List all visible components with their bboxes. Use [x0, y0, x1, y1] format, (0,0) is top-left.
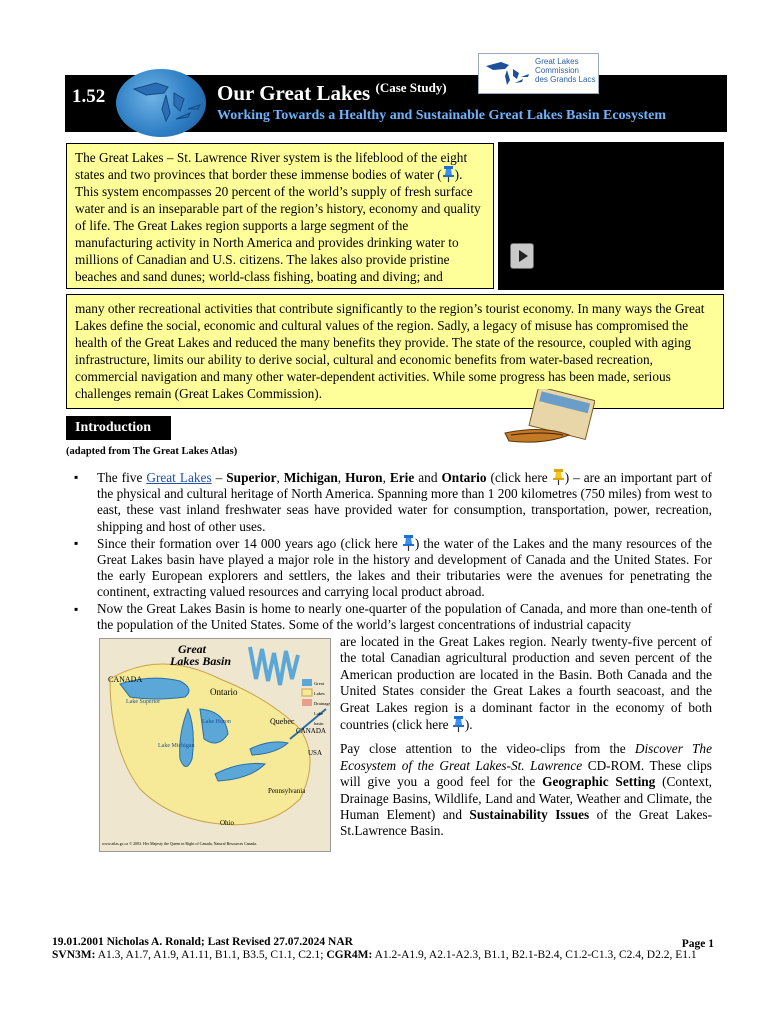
intro-box-bottom: many other recreational activities that contribute significantly to the region’s tourist economy. In many ways the Great Lakes define the social, economic and cultural values of the region. Sadly, a legacy of misuse has compromised the health of the Great Lakes and reduced the many benefits they provide. The state of the resource, coupled with aging infrastructure, limits our ability to derive social, cultural and economic benefits from water-based recreation, commercial navigation and many other water-dependent activities. While some progress has been made, serious challenges remain (Great Lakes Commission). [66, 294, 724, 409]
map-label: Lake Michigan [158, 743, 195, 749]
logo-text-line3: des Grands Lacs [535, 75, 596, 84]
logo-text-line2: Commission [535, 66, 580, 75]
map-credit: www.atlas.gc.ca © 2003. Her Majesty the Queen in Right of Canada, Natural Resources Canada. [102, 841, 258, 846]
map-label: Lake Huron [202, 719, 231, 725]
lakes-book-canoe-image [503, 389, 595, 451]
footer-curriculum: SVN3M: A1.3, A1.7, A1.9, A1.11, B1.1, B3.5, C1.1, C2.1; CGR4M: A1.2-A1.9, A2.1-A2.3, B1.1, B2.1-B2.4, C1.2-C1.3, C2.4, D2.2, E1.1 [52, 948, 697, 961]
map-label: CANADA [108, 675, 143, 684]
list-item: ▪ Since their formation over 14 000 years ago (click here ) the water of the Lakes and the many resources of the Great Lakes basin have played a major role in the history and development of Canada and the United States. For the early European explorers and settlers, the lakes and their tributaries were the avenues for penetrating the continent, extracting valued resources and carrying local product abroad. [74, 535, 712, 601]
blue-pushpin-icon[interactable] [402, 535, 415, 551]
section-number: 1.52 [72, 86, 106, 107]
play-icon[interactable] [510, 243, 534, 269]
page-footer [52, 936, 714, 961]
great-lakes-basin-map [99, 638, 331, 852]
list-item: ▪ The five Great Lakes – Superior, Michigan, Huron, Erie and Ontario (click here ) – are an important part of the physical and cultural heritage of North America. Spanning more than 1 200 kilometres (750 miles) from west to east, these vast inland freshwater seas have provided water for consumption, transportation, power, recreation, shipping and host of other uses. [74, 469, 712, 535]
great-lakes-link[interactable]: Great Lakes [146, 470, 212, 485]
page-subtitle: Working Towards a Healthy and Sustainable Great Lakes Basin Ecosystem [217, 108, 666, 123]
map-label: Ohio [220, 819, 234, 827]
map-label: Ontario [210, 687, 238, 697]
yellow-pushpin-icon[interactable] [552, 469, 565, 485]
great-lakes-commission-logo [478, 53, 599, 94]
paragraph: are located in the Great Lakes region. Nearly twenty-five percent of the total Canadian agricultural production and seven percent of the American production are located in the Basin. Both Canada and the United States consider the Great Lakes a fourth seacoast, and the Great Lakes region is a dominant factor in the economy of both countries (click here ). [340, 634, 712, 733]
logo-text-line1: Great Lakes [535, 57, 579, 66]
page-title: Our Great Lakes $^{(Case Study)}$ [217, 80, 447, 105]
map-label: CANADA [296, 727, 326, 735]
great-lakes-globe-image [116, 69, 206, 137]
introduction-heading: Introduction [66, 416, 171, 440]
paragraph: Pay close attention to the video-clips from the Discover The Ecosystem of the Great Lakes-St. Lawrence CD-ROM. These clips will give you a good feel for the Geographic Setting (Context, Drainage Basins, Wildlife, Land and Water, Weather and Climate, the Human Element) and Sustainability Issues of the Great Lakes-St.Lawrence Basin. [340, 741, 713, 839]
source-note: (adapted from The Great Lakes Atlas) [66, 446, 238, 457]
intro-box-top: The Great Lakes – St. Lawrence River system is the lifeblood of the eight states and two provinces that border these immense bodies of water ( ). This system encompasses 20 percent of the world’s supply of fresh surface water and is an inseparable part of the region’s history, economy and quality of life. The Great Lakes region supports a large segment of the manufacturing activity in North America and provides drinking water to millions of Canadian and U.S. citizens. The lakes also provide pristine beaches and sand dunes; world-class fishing, boating and diving; and [66, 143, 494, 289]
map-label: Lake Superior [126, 699, 161, 705]
blue-pushpin-icon[interactable] [452, 716, 465, 732]
blue-pushpin-icon[interactable] [442, 166, 455, 182]
list-item: ▪ Now the Great Lakes Basin is home to nearly one-quarter of the population of Canada, and more than one-tenth of the population of the United States. Some of the world’s largest concentrations of industrial capacity [74, 601, 712, 633]
video-player[interactable] [498, 142, 724, 290]
map-label: USA [308, 749, 323, 757]
footer-revision: 19.01.2001 Nicholas A. Ronald; Last Revised 27.07.2024 NAR [52, 936, 353, 948]
map-label: Quebec [270, 717, 295, 726]
map-label: Pennsylvania [268, 787, 306, 795]
map-legend: Great Lakes Drainage Lake basin [314, 681, 331, 726]
bullet-list [74, 469, 712, 633]
map-title: Great Lakes Basin [170, 642, 232, 668]
right-column-text [340, 634, 712, 848]
page-number: Page 1 [681, 938, 714, 950]
